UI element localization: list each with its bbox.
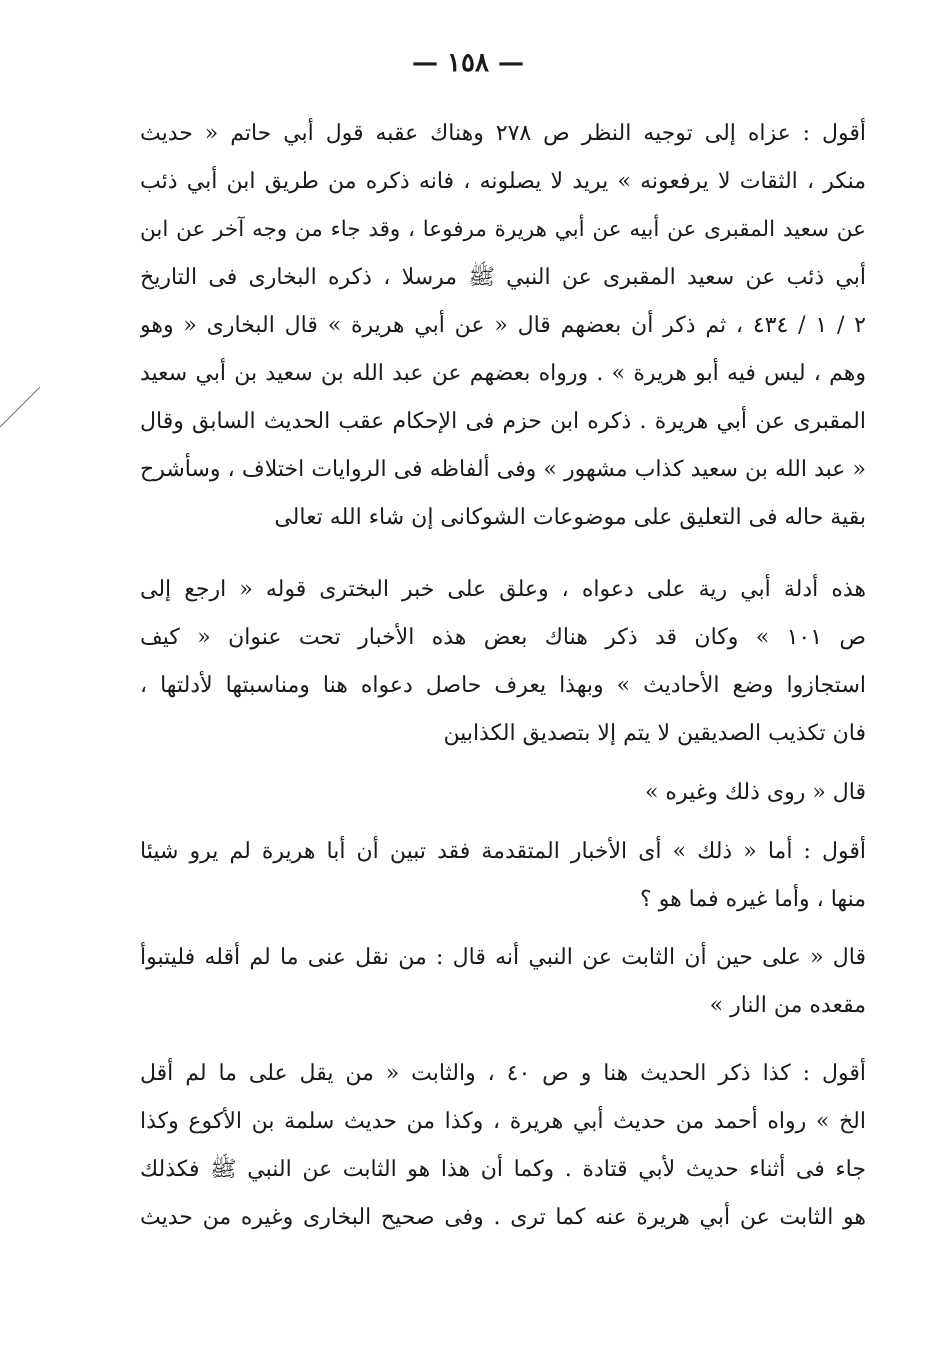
text-line: أقول : كذا ذكر الحديث هنا و ص ٤٠ ، والثابت « من يقل على ما لم أقل [140,1061,866,1086]
text-line: ص ١٠١ » وكان قد ذكر هناك بعض هذه الأخبار تحت عنوان « كيف [140,625,866,650]
paragraph-1 [140,110,866,542]
paragraph-5 [140,934,866,1030]
margin-pencil-mark [0,383,42,431]
text-line: فان تكذيب الصديقين لا يتم إلا بتصديق الكذابين [443,721,866,746]
text-line: استجازوا وضع الأحاديث » وبهذا يعرف حاصل دعواه هنا ومناسبتها لأدلتها ، [140,673,866,698]
text-line: ٢ / ١ / ٤٣٤ ، ثم ذكر أن بعضهم قال « عن أبي هريرة » قال البخارى « وهو [140,313,866,338]
text-line: هو الثابت عن أبي هريرة عنه كما ترى . وفى صحيح البخارى وغيره من حديث [140,1205,866,1230]
text-line: عن سعيد المقبرى عن أبيه عن أبي هريرة مرفوعا ، وقد جاء من وجه آخر عن ابن [140,217,866,242]
paragraph-2 [140,566,866,758]
text-line: المقبرى عن أبي هريرة . ذكره ابن حزم فى الإحكام عقب الحديث السابق وقال [140,409,866,434]
text-line: أقول : عزاه إلى توجيه النظر ص ٢٧٨ وهناك عقبه قول أبي حاتم « حديث [140,121,866,146]
page-number: — ١٥٨ — [411,48,525,78]
text-line: « عبد الله بن سعيد كذاب مشهور » وفى ألفاظه فى الروايات اختلاف ، وسأشرح [140,457,866,482]
text-line: أقول : أما « ذلك » أى الأخبار المتقدمة فقد تبين أن أبا هريرة لم يرو شيئا [140,839,866,864]
text-line: أبي ذئب عن سعيد المقبرى عن النبي ﷺ مرسلا ، ذكره البخارى فى التاريخ [140,265,866,290]
text-line: جاء فى أثناء حديث لأبي قتادة . وكما أن هذا هو الثابت عن النبي ﷺ فكذلك [140,1157,866,1182]
text-line: بقية حاله فى التعليق على موضوعات الشوكانى إن شاء الله تعالى [274,505,866,530]
text-line: قال « روى ذلك وغيره » [644,780,866,805]
paragraph-3 [140,769,866,817]
text-line: منكر ، الثقات لا يرفعونه » يريد لا يصلونه ، فانه ذكره من طريق ابن أبي ذئب [140,169,866,194]
text-line: منها ، وأما غيره فما هو ؟ [640,887,866,912]
text-line: الخ » رواه أحمد من حديث أبي هريرة ، وكذا من حديث سلمة بن الأكوع وكذا [140,1109,866,1134]
text-line: وهم ، ليس فيه أبو هريرة » . ورواه بعضهم عن عبد الله بن سعيد بن أبي سعيد [140,361,866,386]
text-line: قال « على حين أن الثابت عن النبي أنه قال : من نقل عنى ما لم أقله فليتبوأ [140,945,866,970]
paragraph-4 [140,828,866,924]
text-line: مقعده من النار » [709,993,866,1018]
text-line: هذه أدلة أبي رية على دعواه ، وعلق على خبر البخترى قوله « ارجع إلى [140,577,866,602]
paragraph-6 [140,1050,866,1242]
